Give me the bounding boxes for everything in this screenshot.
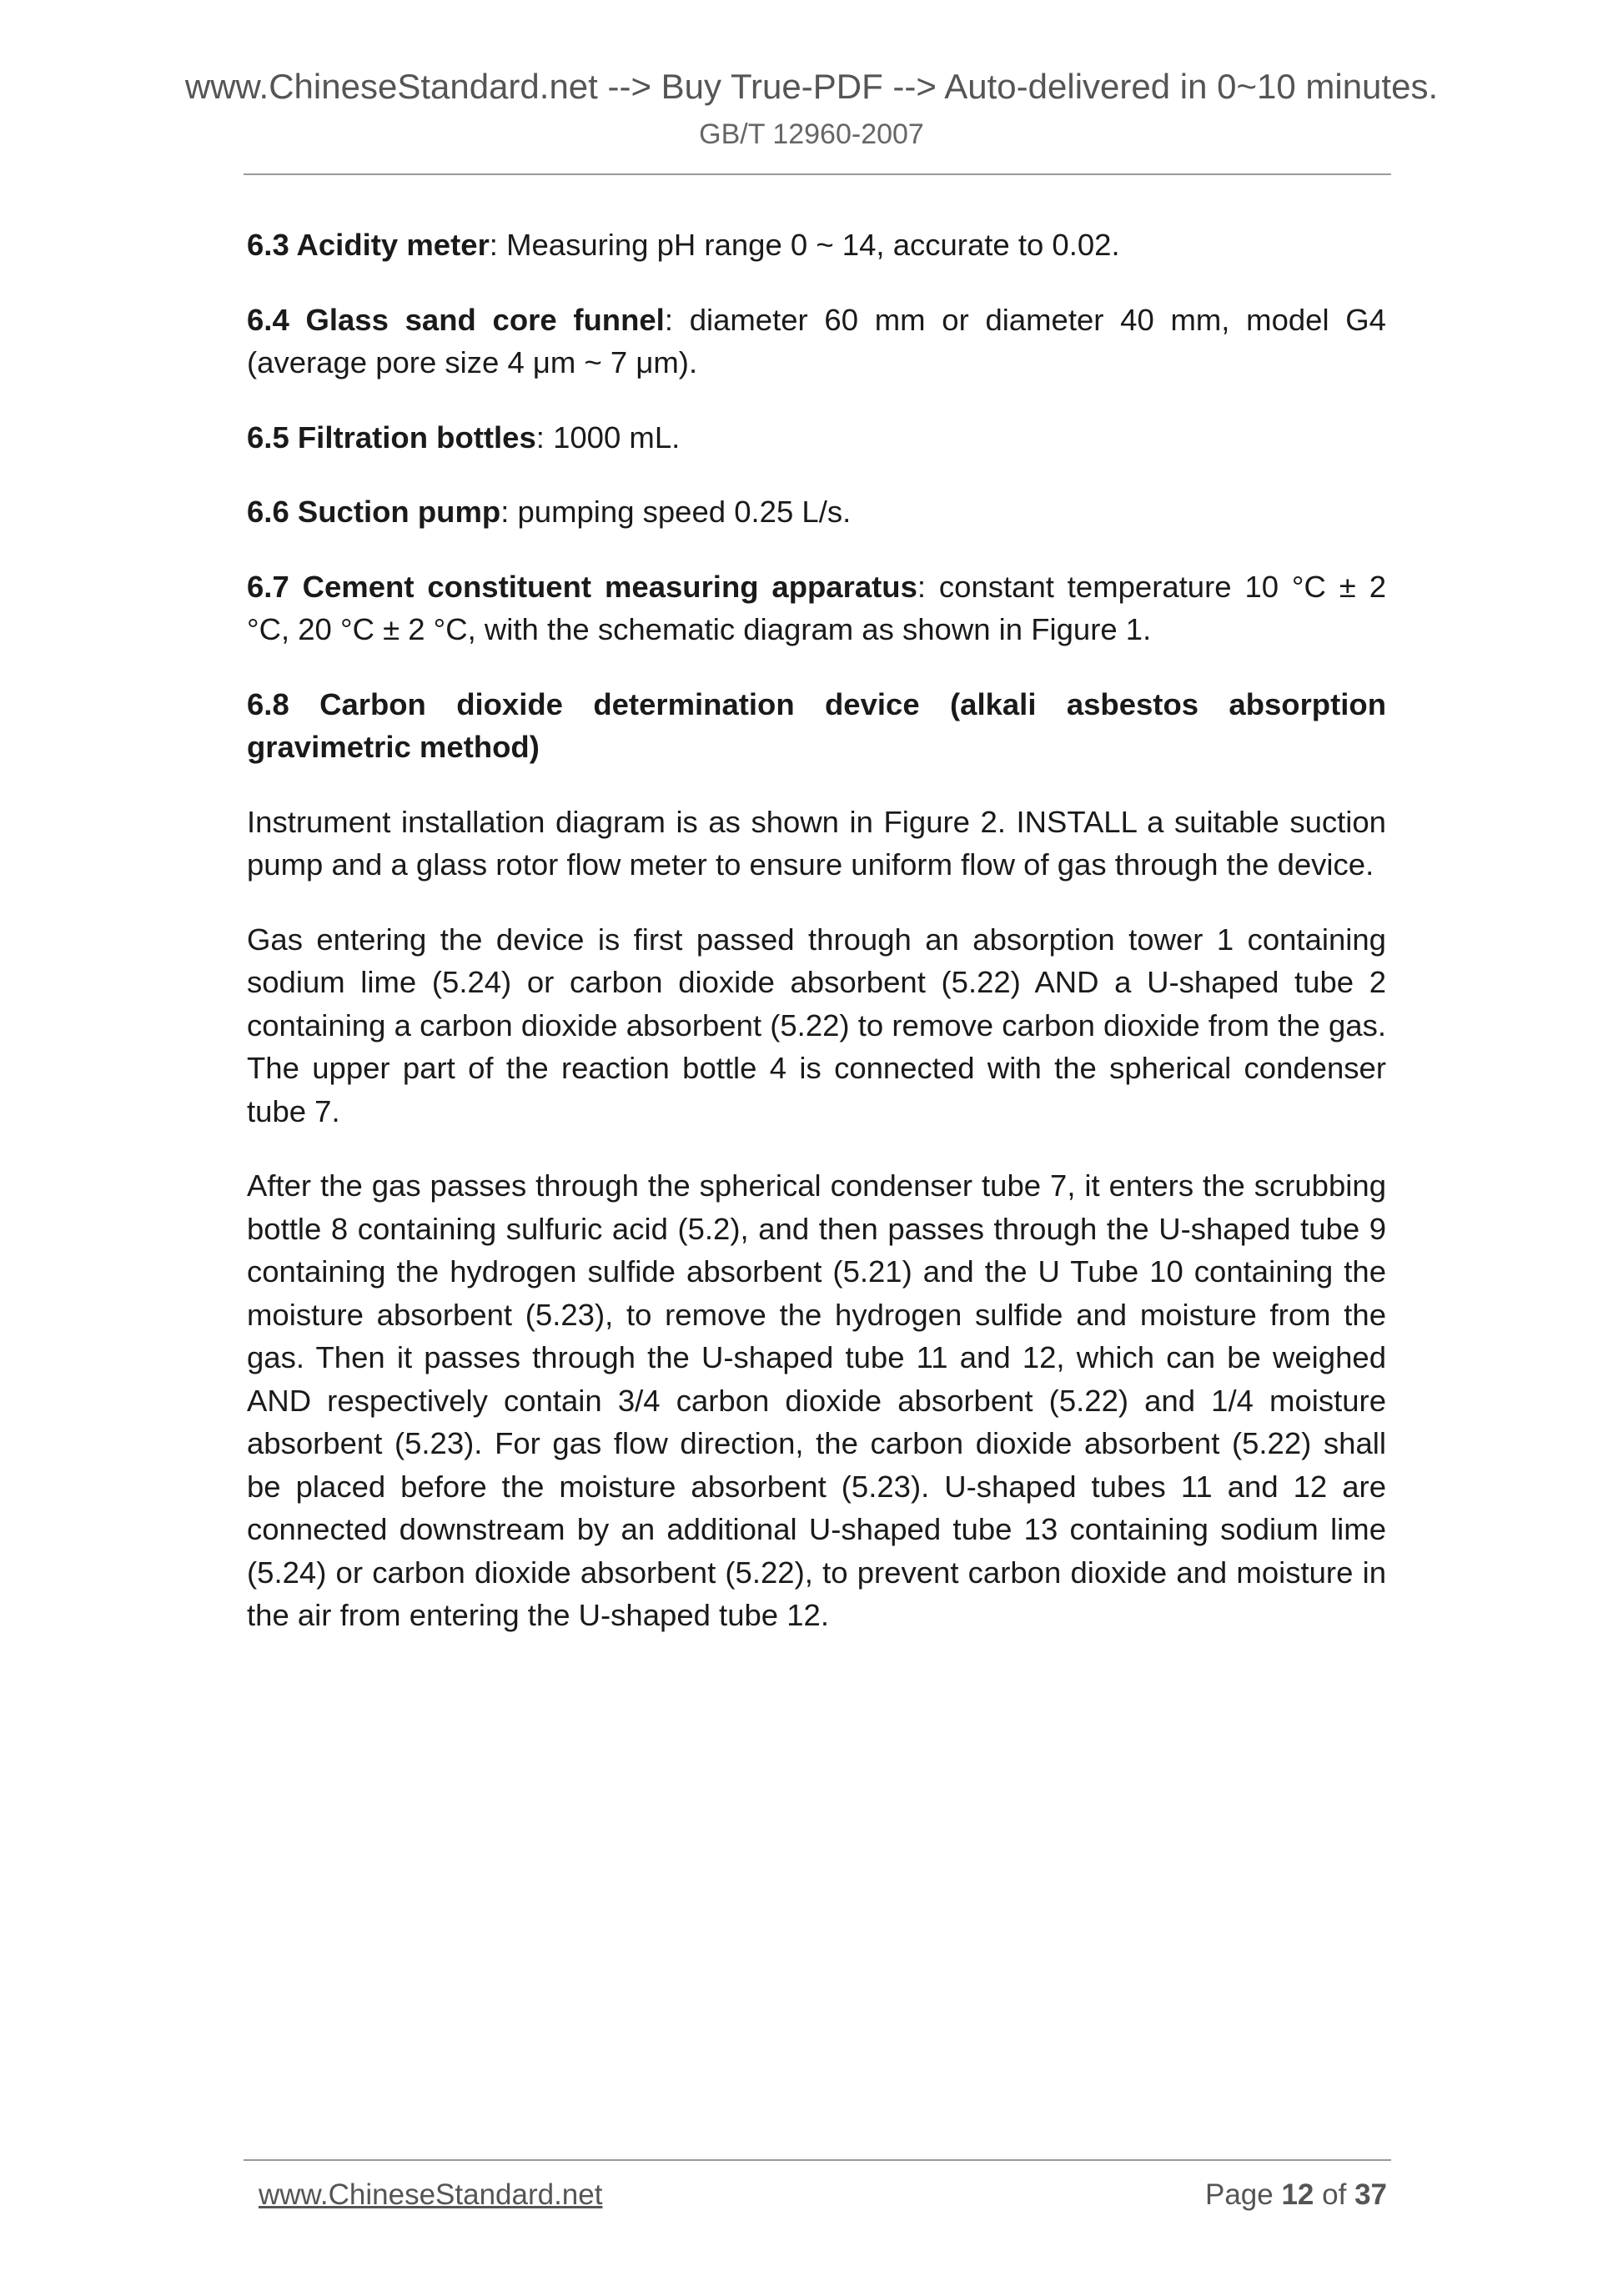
- header-divider: [244, 173, 1391, 175]
- section-heading: 6.7 Cement constituent measuring apparatus: [247, 569, 917, 604]
- section-text: : constant temperature 10 °C ± 2 °C, 20 °C ± 2 °C, with the schematic diagram as shown in Figure 1.: [247, 569, 1386, 646]
- section-6-4: [247, 299, 1386, 384]
- section-6-7: [247, 565, 1386, 651]
- section-text: : diameter 60 mm or diameter 40 mm, model G4 (average pore size 4 μm ~ 7 μm).: [247, 302, 1386, 379]
- section-6-8: [247, 683, 1386, 769]
- section-heading: 6.8 Carbon dioxide determination device (alkali asbestos absorption gravimetric method): [247, 686, 1386, 764]
- page-total: 37: [1354, 2178, 1387, 2211]
- section-heading: 6.3 Acidity meter: [247, 228, 490, 262]
- paragraph: After the gas passes through the spherical condenser tube 7, it enters the scrubbing bottle 8 containing sulfuric acid (5.2), and then passes through the U-shaped tube 9 containing the hydrogen sulfide absorbent (5.21) and the U Tube 10 containing the moisture absorbent (5.23), to remove the hydrogen sulfide and moisture from the gas. Then it passes through the U-shaped tube 11 and 12, which can be weighed AND respectively contain 3/4 carbon dioxide absorbent (5.22) and 1/4 moisture absorbent (5.23). For gas flow direction, the carbon dioxide absorbent (5.22) shall be placed before the moisture absorbent (5.23). U-shaped tubes 11 and 12 are connected downstream by an additional U-shaped tube 13 containing sodium lime (5.24) or carbon dioxide absorbent (5.22), to prevent carbon dioxide and moisture in the air from entering the U-shaped tube 12.: [247, 1168, 1386, 1632]
- footer-site-link[interactable]: www.ChineseStandard.net: [259, 2178, 603, 2211]
- section-heading: 6.6 Suction pump: [247, 495, 501, 529]
- document-body: [247, 224, 1386, 1669]
- section-text: : Measuring pH range 0 ~ 14, accurate to 0.02.: [489, 228, 1120, 262]
- section-heading: 6.4 Glass sand core funnel: [247, 302, 665, 337]
- section-6-5: [247, 416, 1386, 460]
- page-current: 12: [1281, 2178, 1314, 2211]
- header-banner: www.ChineseStandard.net --> Buy True-PDF --> Auto-delivered in 0~10 minutes.: [184, 67, 1439, 106]
- footer-divider: [244, 2159, 1391, 2161]
- section-heading: 6.5 Filtration bottles: [247, 420, 536, 455]
- section-text: : 1000 mL.: [535, 420, 681, 455]
- section-6-6: [247, 490, 1386, 534]
- paragraph: Gas entering the device is first passed through an absorption tower 1 containing sodium lime (5.24) or carbon dioxide absorbent (5.22) AND a U-shaped tube 2 containing a carbon dioxide absorbent (5.22) to remove carbon dioxide from the gas. The upper part of the reaction bottle 4 is connected with the spherical condenser tube 7.: [247, 922, 1386, 1128]
- of-word: of: [1322, 2178, 1347, 2211]
- page-word: Page: [1204, 2178, 1274, 2211]
- section-6-3: [247, 224, 1386, 267]
- section-text: : pumping speed 0.25 L/s.: [500, 495, 852, 529]
- page-number: [1205, 2178, 1387, 2212]
- standard-code: GB/T 12960-2007: [699, 118, 924, 150]
- paragraph: Instrument installation diagram is as shown in Figure 2. INSTALL a suitable suction pump and a glass rotor flow meter to ensure uniform flow of gas through the device.: [247, 804, 1386, 882]
